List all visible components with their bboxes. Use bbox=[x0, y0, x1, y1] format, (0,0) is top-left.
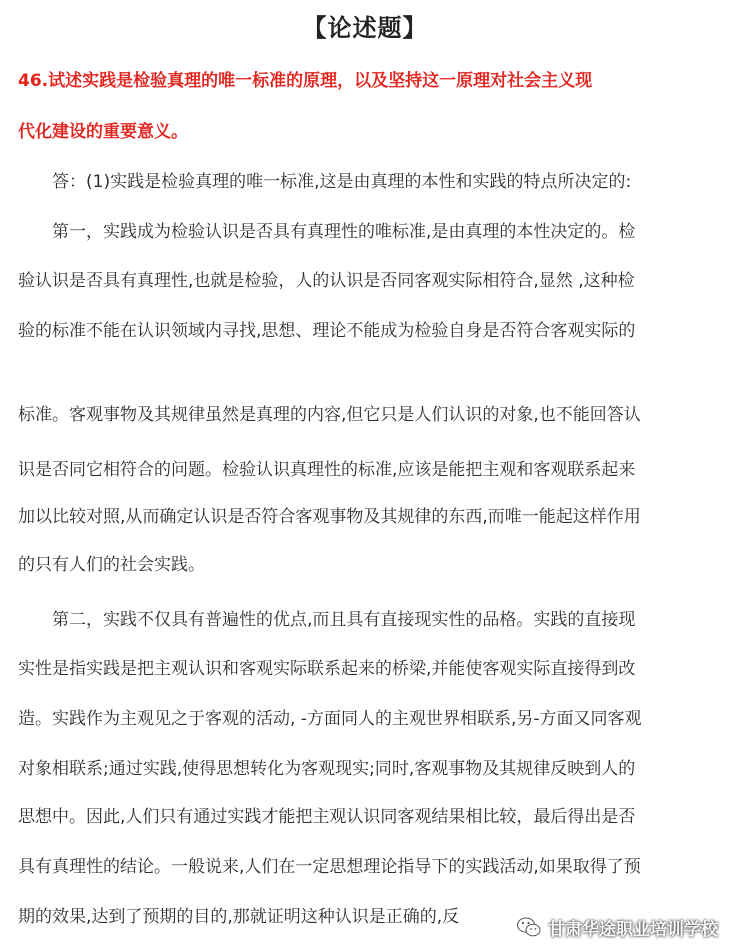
answer-line: 标准。客观事物及其规律虽然是真理的内容,但它只是人们认识的对象,也不能回答认 bbox=[18, 405, 641, 425]
wechat-icon bbox=[516, 914, 542, 940]
answer-line: 加以比较对照,从而确定认识是否符合客观事物及其规律的东西,而唯一能起这样作用 bbox=[18, 507, 641, 527]
watermark bbox=[516, 912, 718, 942]
answer-line: 期的效果,达到了预期的目的,那就证明这种认识是正确的,反 bbox=[18, 907, 460, 927]
question-line-2: 代化建设的重要意义。 bbox=[18, 122, 188, 142]
answer-line: 识是否同它相符合的问题。检验认识真理性的标准,应该是能把主观和客观联系起来 bbox=[18, 460, 636, 480]
question-line-1: 46.试述实践是检验真理的唯一标准的原理，以及坚持这一原理对社会主义现 bbox=[18, 71, 593, 91]
answer-line: 具有真理性的结论。一般说来,人们在一定思想理论指导下的实践活动,如果取得了预 bbox=[18, 857, 641, 877]
answer-line: 造。实践作为主观见之于客观的活动, -方面同人的主观世界相联系,另-方面又同客观 bbox=[18, 709, 642, 729]
section-title: 【论述题】 bbox=[302, 14, 428, 42]
answer-line: 验认识是否具有真理性,也就是检验，人的认识是否同客观实际相符合,显然 ,这种检 bbox=[18, 271, 635, 291]
watermark-text: 甘肃华途职业培训学校 bbox=[548, 919, 718, 940]
answer-line: 答：(1)实践是检验真理的唯一标准,这是由真理的本性和实践的特点所决定的: bbox=[52, 172, 632, 192]
answer-line: 的只有人们的社会实践。 bbox=[18, 555, 205, 575]
answer-line: 实性是指实践是把主观认识和客观实际联系起来的桥梁,并能使客观实际直接得到改 bbox=[18, 659, 636, 679]
answer-line: 思想中。因此,人们只有通过实践才能把主观认识同客观结果相比较，最后得出是否 bbox=[18, 807, 636, 827]
answer-line: 第一，实践成为检验认识是否具有真理性的唯标准,是由真理的本性决定的。检 bbox=[52, 222, 636, 242]
answer-line: 对象相联系;通过实践,使得思想转化为客观现实;同时,客观事物及其规律反映到人的 bbox=[18, 759, 636, 779]
answer-line: 验的标准不能在认识领域内寻找,思想、理论不能成为检验自身是否符合客观实际的 bbox=[18, 321, 636, 341]
answer-line: 第二，实践不仅具有普遍性的优点,而且具有直接现实性的品格。实践的直接现 bbox=[52, 610, 636, 630]
